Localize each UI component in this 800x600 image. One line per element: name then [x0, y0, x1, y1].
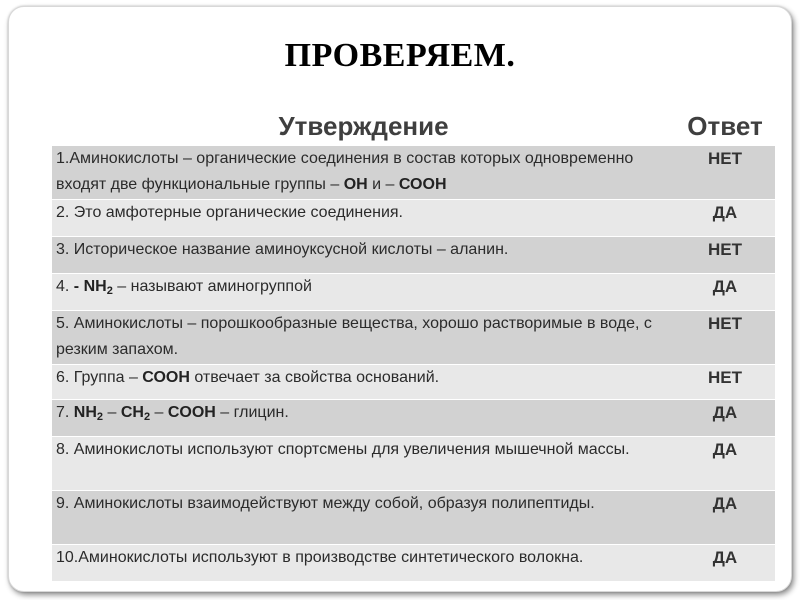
table-row — [52, 274, 775, 311]
statement-cell — [52, 146, 675, 200]
formula-subscript: 2 — [96, 411, 104, 423]
statement-text: и – — [367, 176, 399, 193]
statement-text: – глицин. — [215, 404, 289, 421]
formula-subscript: 2 — [143, 411, 151, 423]
answer-cell: ДА — [675, 200, 775, 237]
slide — [8, 6, 792, 592]
answer-cell: ДА — [675, 491, 775, 545]
formula-oh: ОН — [343, 176, 368, 193]
formula-text: NH — [73, 404, 97, 421]
statement-text: 1.Аминокислоты – органические соединения в состав которых одновременно входят две функциональные группы – — [56, 150, 634, 193]
statement-cell: 9. Аминокислоты взаимодействуют между собой, образуя полипептиды. — [52, 491, 675, 545]
statement-text: – — [150, 404, 168, 421]
formula-cooh: COOH — [167, 404, 216, 421]
answer-cell: ДА — [675, 437, 775, 491]
formula-nh2 — [74, 404, 103, 421]
table-row — [52, 400, 775, 437]
formula-nh2 — [74, 278, 113, 295]
formula-text: CH — [120, 404, 144, 421]
table-row — [52, 545, 775, 582]
formula-cooh: СООН — [398, 176, 447, 193]
table-row — [52, 200, 775, 237]
statement-cell — [52, 400, 675, 437]
answer-cell: НЕТ — [675, 237, 775, 274]
answer-cell: НЕТ — [675, 146, 775, 200]
formula-text: - NH — [73, 278, 107, 295]
table-row — [52, 146, 775, 200]
statement-cell — [52, 365, 675, 400]
answer-cell: НЕТ — [675, 365, 775, 400]
statement-text: 6. Группа – — [56, 369, 143, 386]
table-row — [52, 491, 775, 545]
statement-cell — [52, 274, 675, 311]
statement-text: 7. — [56, 404, 74, 421]
table-header-row — [52, 106, 775, 146]
table-row — [52, 437, 775, 491]
answer-cell: ДА — [675, 400, 775, 437]
statement-cell: 8. Аминокислоты используют спортсмены для увеличения мышечной массы. — [52, 437, 675, 491]
header-statement: Утверждение — [52, 106, 675, 146]
slide-title: ПРОВЕРЯЕМ. — [284, 37, 516, 74]
statement-text: 4. — [56, 278, 74, 295]
answer-cell: ДА — [675, 274, 775, 311]
table-row — [52, 237, 775, 274]
statement-cell: 10.Аминокислоты используют в производстве синтетического волокна. — [52, 545, 675, 582]
header-answer: Ответ — [675, 106, 775, 146]
answers-table — [52, 106, 775, 582]
statement-cell: 3. Историческое название аминоуксусной кислоты – аланин. — [52, 237, 675, 274]
answer-cell: НЕТ — [675, 311, 775, 365]
statement-cell: 5. Аминокислоты – порошкообразные вещества, хорошо растворимые в воде, с резким запахом. — [52, 311, 675, 365]
statement-text: – — [103, 404, 121, 421]
formula-ch2 — [121, 404, 150, 421]
answer-cell: ДА — [675, 545, 775, 582]
formula-subscript: 2 — [106, 285, 113, 297]
formula-cooh: СООН — [142, 369, 190, 386]
statement-text: отвечает за свойства оснований. — [189, 369, 440, 386]
table-row — [52, 311, 775, 365]
table-row — [52, 365, 775, 400]
statement-text: – называют аминогруппой — [112, 278, 312, 295]
statement-cell: 2. Это амфотерные органические соединения. — [52, 200, 675, 237]
